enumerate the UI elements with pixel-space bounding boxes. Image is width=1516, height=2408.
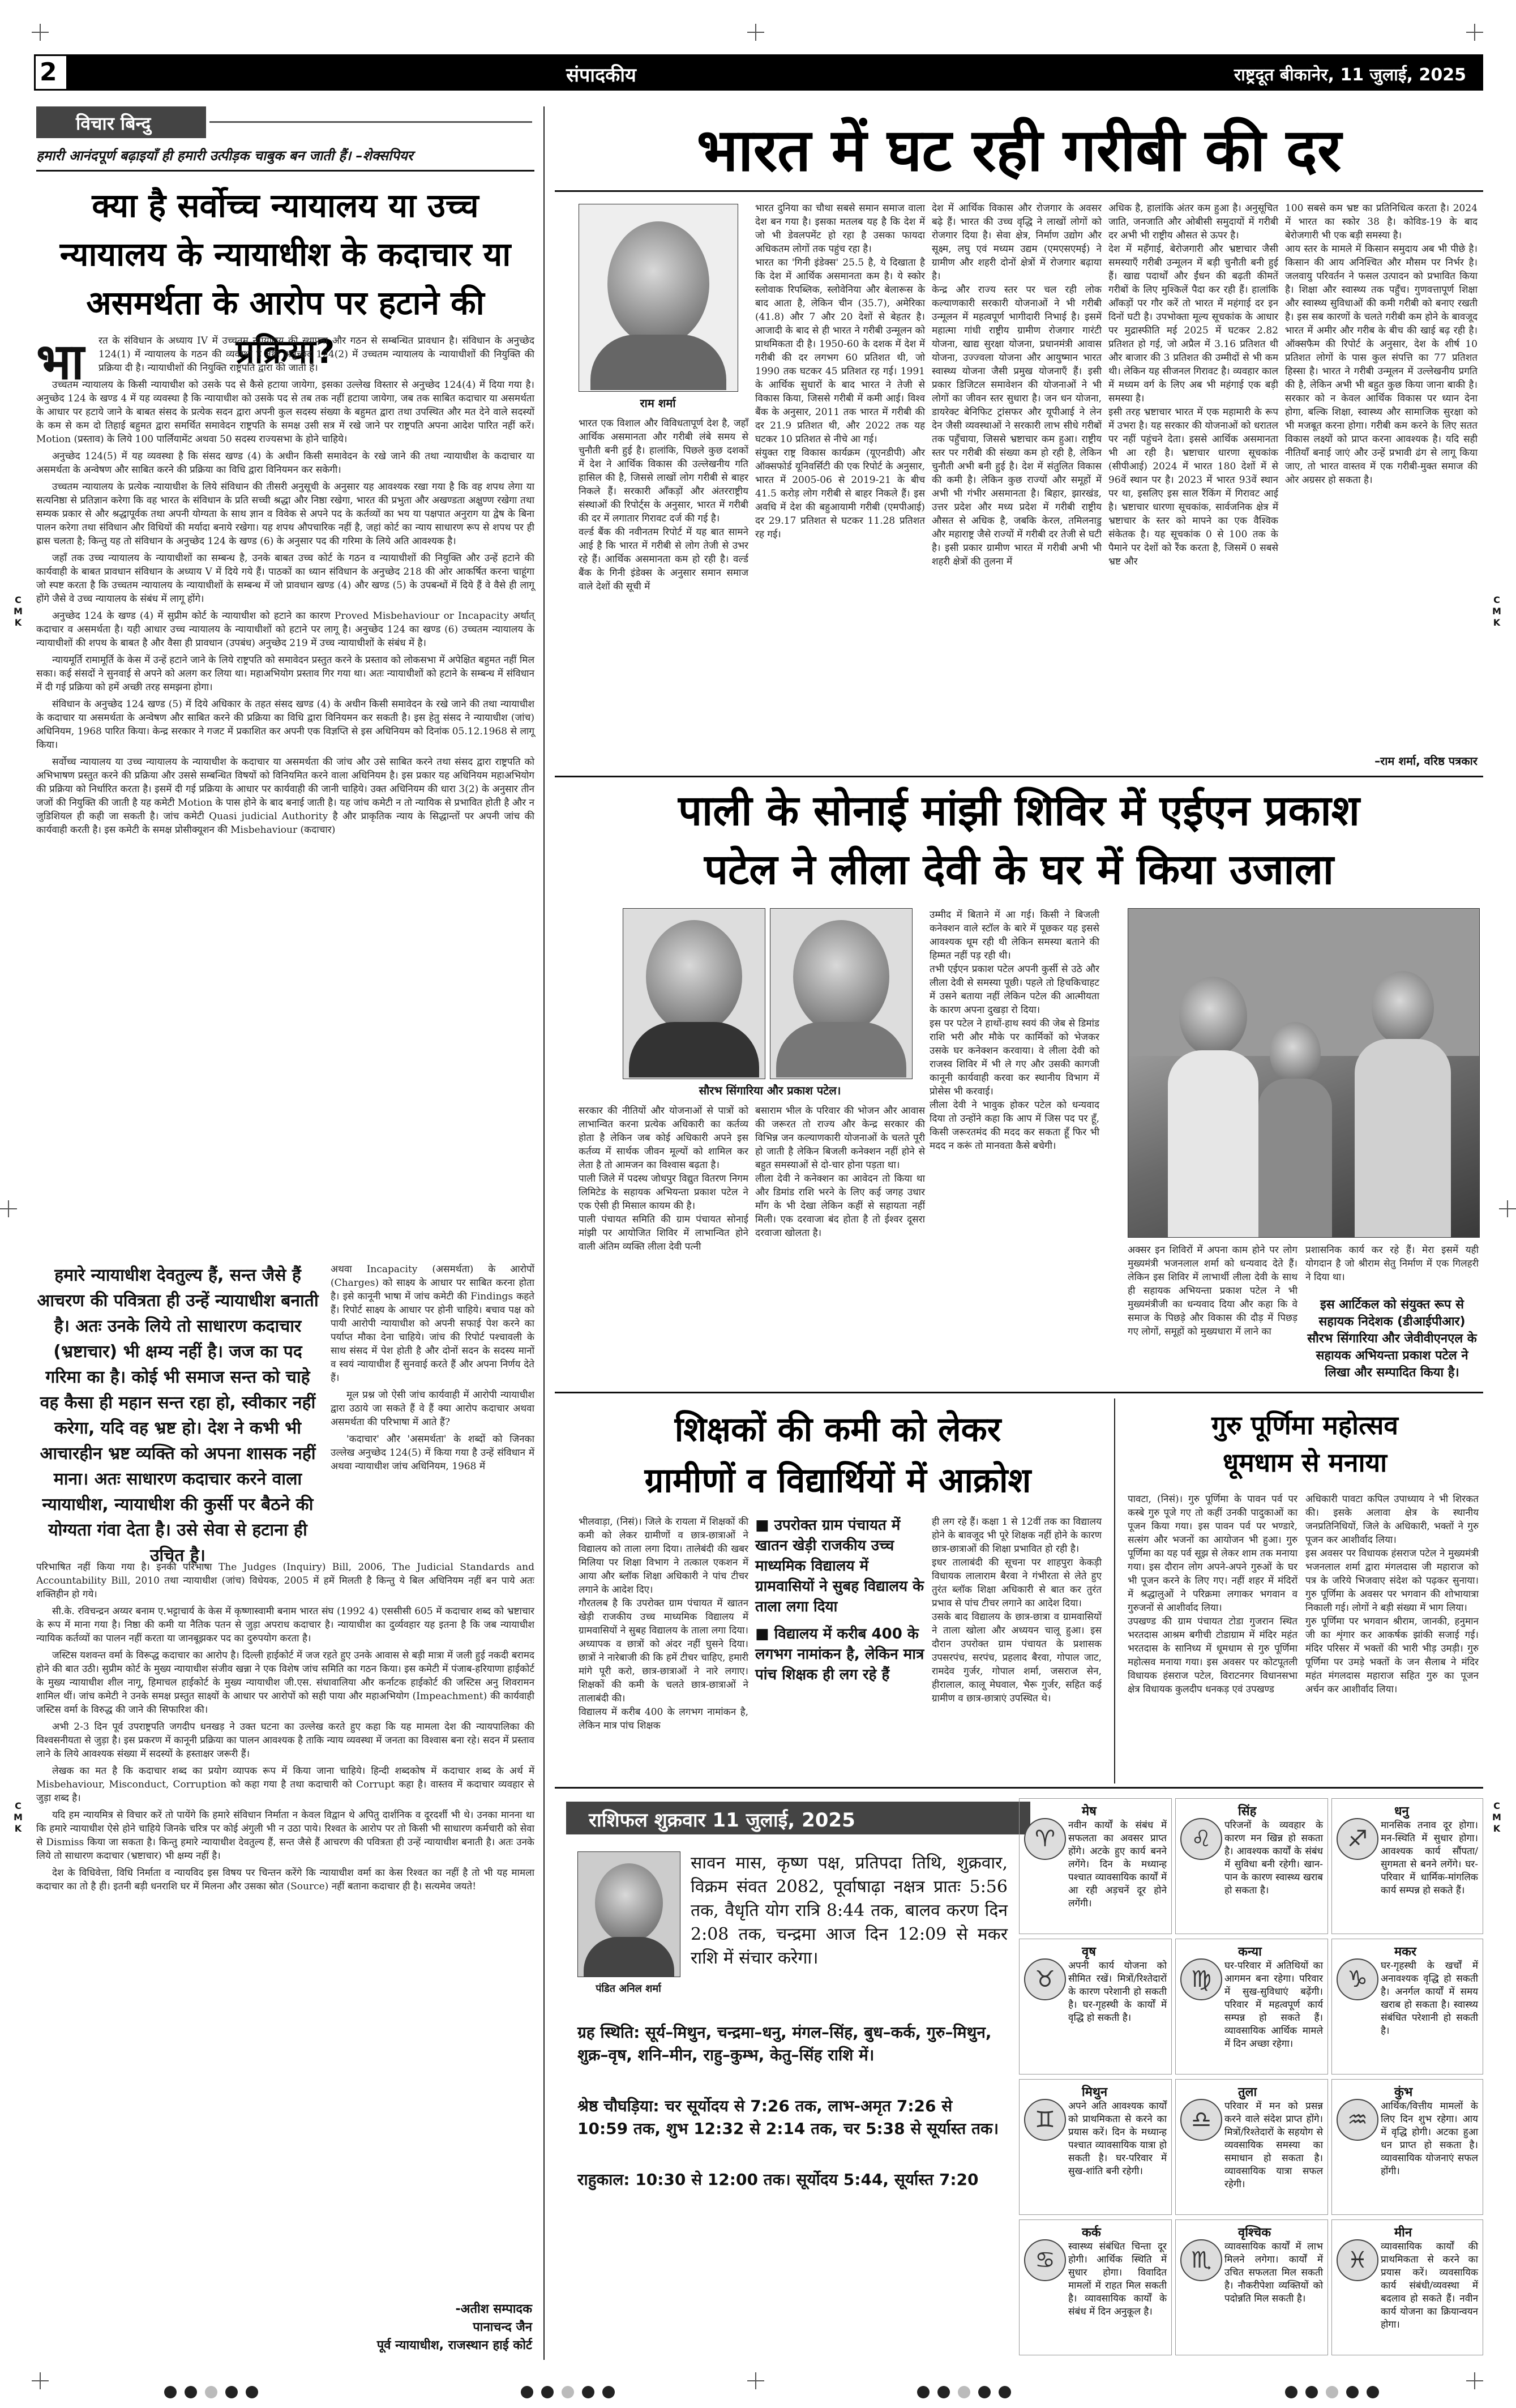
page-number: 2 <box>40 58 57 87</box>
rashi-vrishchik: वृश्चिक ♏ व्यावसायिक कार्यों में लाभ मिलने लगेगा। कार्यों में उचित सफलता मिल सकती है। नौकरीपेशा व्यक्तियों को पदोन्नति मिल सकती है। <box>1175 2219 1328 2355</box>
panchang: सावन मास, कृष्ण पक्ष, प्रतिपदा तिथि, शुक्रवार, विक्रम संवत 2082, पूर्वाषाढ़ा नक्षत्र प्रातः 5:56 तक, वैधृति योग रात्रि 8:44 तक, बालव करण दिन 2:08 तक, चन्द्रमा आज दिन 12:09 से मकर राशि में संचार करेगा। <box>691 1853 1008 1968</box>
section-name: संपादकीय <box>566 64 636 87</box>
rule <box>555 190 1483 192</box>
paragraph: रत के संविधान के अध्याय IV में उच्चतम न्यायालय की स्थापना और गठन से सम्बन्धित प्रावधान है। संविधान के अनुच्छेद 124(1) में न्यायालय के गठन की व्यवस्था है तथा अनुच्छेद 124(2) में उच्चतम न्यायालय के न्यायाधीशों की नियुक्ति की प्रक्रिया दी है। न्यायाधीशों की नियुक्ति राष्ट्रपति द्वारा की जाती है। <box>99 335 534 374</box>
paragraph: न्यायमूर्ति रामामूर्ति के केस में उन्हें हटाने जाने के लिये राष्ट्रपति को समावेदन प्रस्तुत करने के प्रस्ताव को लोकसभा में अपेक्षित बहुमत नहीं मिल सका। कई संसदों ने सुनवाई से अपने को अलग कर लिया था। महाअभियोग प्रस्ताव गिर गया था। अतः न्यायाधीशों को हटाने के सम्बन्ध में संविधान में दी गई प्रक्रिया को हमें अच्छी तरह समझना होगा। <box>36 655 534 693</box>
paragraph: संविधान के अनुच्छेद 124 खण्ड (5) में दिये अधिकार के तहत संसद खण्ड (4) के अधीन किसी समावेदन के रखे जाने की तथा न्यायाधीश के कदाचार या असमर्थता के अन्वेषण और साबित करने की प्रक्रिया का विधि द्वारा विनियमन कर सकती है। इस हेतु संसद ने न्यायाधीश (जांच) अधिनियम, 1968 पारित किया। केन्द्र सरकार ने गजट में प्रकाशित कर अपनी एक विज्ञप्ति से इस अधिनियम को दिनांक 05.12.1968 से लागू किया। <box>36 699 534 751</box>
column-rule <box>543 106 545 2360</box>
scorpio-icon: ♏ <box>1180 2239 1222 2281</box>
shirt <box>590 335 726 390</box>
paragraph: अनुच्छेद 124 के खण्ड (4) में सुप्रीम कोर्ट के न्यायाधीश को हटाने का कारण Proved Misbehaviour or Incapacity अर्थात् कदाचार व असमर्थता है। यही आधार उच्च न्यायालय के न्यायाधीशों को हटाने पर लागू है। अनुच्छेद 124 का खण्ड (6) उच्चतम न्यायालय के न्यायाधीशों की शपथ के बाबत है और वैसा ही प्रावधान (उपबंध) अनुच्छेद 219 में उच्च न्यायाधीशों के संबंध में है। <box>36 610 534 649</box>
poverty-col: भारत एक विशाल और विविधतापूर्ण देश है, जहाँ आर्थिक असमानता और गरीबी लंबे समय से चुनौती बनी हुई है। हालांकि, पिछले कुछ दशकों में देश ने आर्थिक विकास की उल्लेखनीय गति हासिल की है, जिससे लाखों लोग गरीबी से बाहर निकले हैं। सरकारी आँकड़ों और अंतरराष्ट्रीय संस्थाओं की रिपोर्ट्स के अनुसार, भारत में गरीबी की दर में लगातार गिरावट दर्ज की गई है। वर्ल्ड बैंक की नवीनतम रिपोर्ट में यह बात सामने आई है कि भारत में गरीबी से लोग तेजी से उभर रहे हैं। आर्थिक असमानता कम हो रही है। वर्ल्ड बैंक के गिनी इंडेक्स के अनुसार समान समाज वाले देशों की सूची में <box>579 418 748 592</box>
pali-headline-line1: पाली के सोनाई मांझी शिविर में एईएन प्रकाश <box>678 786 1360 835</box>
paragraph: देश के विधिवेत्ता, विधि निर्माता व न्यायविद इस विषय पर चिन्तन करेंगे कि न्यायाधीश वर्मा का केस रिश्वत का नहीं है तो भी यह मामला कदाचार का तो है ही। इतनी बड़ी धनराशि घर में मिलना और उसका स्रोत (Source) नहीं बताना कदाचार ही है। सत्यमेव जयते! <box>36 1867 534 1892</box>
page-header <box>34 54 1483 91</box>
judges-body-bottom <box>36 1560 534 1897</box>
teachers-col: ही लग रहे हैं। कक्षा 1 से 12वीं तक का विद्यालय होने के बावजूद भी पूरे शिक्षक नहीं होने के कारण छात्र-छात्राओं की शिक्षा प्रभावित हो रही है। इधर तालाबंदी की सूचना पर शाहपुरा केकड़ी विधायक लालाराम बैरवा ने गंभीरता से लेते हुए तुरंत ब्लॉक शिक्षा अधिकारी से बात कर तुरंत प्रभाव से पांच टीचर लगाने का आदेश दिया। उसके बाद विद्यालय के छात्र-छात्रा व ग्रामवासियों ने ताला खोला और अध्ययन चालू हुआ। इस दौरान उपरोक्त ग्राम पंचायत के प्रशासक उपसरपंच, सरपंच, प्रहलाद बैरवा, गोपाल जाट, रामदेव गुर्जर, गोपाल शर्मा, जसराज सेन, हीरालाल, कालू मेघवाल, भैरू गुर्जर, सहित कई ग्रामीण व छात्र-छात्राएं उपस्थित थे। <box>932 1516 1102 1704</box>
vichar-bindu-rule <box>209 121 532 123</box>
pali-note: इस आर्टिकल को संयुक्त रूप से सहायक निदेशक (डीआईपीआर) सौरभ सिंगारिया और जेवीवीएनएल के सहायक अभियन्ता प्रकाश पटेल ने लिखा और सम्पादित किया है। <box>1307 1298 1477 1380</box>
judges-headline: क्या है सर्वोच्च न्यायालय या उच्च न्यायालय के न्यायाधीश के कदाचार या असमर्थता के आरोप पर हटाने की प्रक्रिया? <box>59 186 511 371</box>
crop-mark <box>747 2372 764 2389</box>
registration-dots <box>917 2386 1011 2398</box>
teachers-highlight-box <box>755 1515 925 1764</box>
rashifal-title-bar <box>566 1802 1030 1834</box>
photo-caption: सौरभ सिंगारिया और प्रकाश पटेल। <box>699 1084 841 1097</box>
rashi-mithun: मिथुन ♊ अपने अति आवश्यक कार्यों को प्राथमिकता से करने का प्रयास करें। दिन के मध्यान्ह पश्चात व्यावसायिक यात्रा हो सकती है। घर-परिवार में सुख-शांति बनी रहेगी। <box>1019 2079 1172 2215</box>
guru-col: अधिकारी पावटा कपिल उपाध्याय ने भी शिरकत की। इसके अलावा क्षेत्र के स्थानीय जनप्रतिनिधियों, जिले के अधिकारी, भक्तों ने गुरु पूजन कर आशीर्वाद लिया। इस अवसर पर विधायक हंसराज पटेल ने मुख्यमंत्री भजनलाल शर्मा द्वारा मंगलदास जी महाराज को पत्र के जरिये भिजवाए संदेश को पढ़कर सुनाया। गुरु पूर्णिमा के अवसर पर भगवान की शोभायात्रा निकाली गई। लोगों ने बड़ी संख्या में भाग लिया। गुरु पूर्णिमा पर भगवान श्रीराम, जानकी, हनुमान जी का शृंगार कर आकर्षक झांकी सजाई गई। मंदिर परिसर में भक्तों की भारी भीड़ उमड़ी। गुरु पूर्णिमा पर उमड़े भक्तों के जन सैलाब ने मंदिर महंत मंगलदास महाराज सहित गुरु का पूजन अर्चन कर आशीर्वाद लिया। <box>1305 1494 1479 1695</box>
poverty-headline: भारत में घट रही गरीबी की दर <box>696 116 1342 185</box>
sagittarius-icon: ♐ <box>1337 1818 1378 1860</box>
photo-caption: राम शर्मा <box>640 396 676 410</box>
poverty-col: 100 सबसे कम भ्रष्ट का प्रतिनिधित्व करता है। 2024 में भारत का स्कोर 38 है। कोविड-19 के बाद बेरोजगारी भी एक बड़ी समस्या है। आय स्तर के मामले में किसान समुदाय अब भी पीछे है। किसान की आय अनिश्चित और मौसम पर निर्भर है। जलवायु परिवर्तन ने फसल उत्पादन को प्रभावित किया है। शिक्षा और स्वास्थ्य तक पहुँच। गुणवत्तापूर्ण शिक्षा और स्वास्थ्य सुविधाओं की कमी गरीबी को बनाए रखती है। इस सब कारणों के चलते गरीबी कम होने के बावजूद भारत में अमीर और गरीब के बीच की खाई बढ़ रही है। ऑक्सफैम की रिपोर्ट के अनुसार, देश के शीर्ष 10 प्रतिशत लोगों के पास कुल संपत्ति का 77 प्रतिशत हिस्सा है। भारत ने गरीबी उन्मूलन में उल्लेखनीय प्रगति की है, लेकिन अभी भी बहुत कुछ किया जाना बाकी है। सरकार को न केवल आर्थिक विकास पर ध्यान देना होगा, बल्कि शिक्षा, स्वास्थ्य और सामाजिक सुरक्षा को भी मजबूत करना होगा। गरीबी कम करने के लिए सतत विकास लक्ष्यों को प्राप्त करना आवश्यक है। यदि सही नीतियाँ बनाई जाएं और उन्हें प्रभावी ढंग से लागू किया जाए, तो भारत वास्तव में एक गरीबी-मुक्त समाज की ओर अग्रसर हो सकता है। <box>1285 203 1478 486</box>
rule <box>36 170 534 172</box>
registration-dots <box>164 2386 258 2398</box>
paragraph: उच्चतम न्यायालय के प्रत्येक न्यायाधीश के लिये संविधान की तीसरी अनुसूची के अनुसार यह आवश्यक रखा गया है कि वह शपथ लेगा या सत्यनिष्ठा से प्रतिज्ञान करेगा कि वह भारत के संविधान के प्रति सच्ची श्रद्धा और निष्ठा रखेगा, भारत की प्रभुता और अखण्डता अक्षुण्ण रखेगा तथा सम्यक प्रकार से और श्रद्धापूर्वक तथा अपनी योग्यता के साथ ज्ञान व विवेक से अपने पद के कर्तव्यों का भय या पक्षपात अनुराग या द्वेष के बिना पालन करेगा तथा संविधान और विधियों की मर्यादा बनाये रखेगा। यह शपथ औपचारिक नहीं है, जहां कोर्ट का न्याय साधारण रूप से शपथ पर ही ह्रास चलता है; किन्तु यह तो संविधान के अनुच्छेद 124 के खण्ड (6) के अनुसार पद की गरिमा के लिये अति आवश्यक है। <box>36 481 534 547</box>
crop-mark <box>32 24 49 41</box>
judges-side-column <box>331 1263 534 1477</box>
dateline: राष्ट्रदूत बीकानेर, 11 जुलाई, 2025 <box>1234 65 1466 85</box>
rule <box>555 1392 1483 1393</box>
pisces-icon: ♓ <box>1337 2239 1378 2281</box>
paragraph: 'कदाचार' और 'असमर्थता' के शब्दों को जिनका उल्लेख अनुच्छेद 124(5) में किया गया है उन्हें संविधान में अथवा न्यायाधीश जांच अधिनियम, 1968 में <box>331 1434 534 1472</box>
person <box>1372 971 1434 1045</box>
photo-saurabh <box>623 908 765 1079</box>
paragraph: जहाँ तक उच्च न्यायालय के न्यायाधीशों का सम्बन्ध है, उनके बाबत उच्च कोर्ट के गठन व न्यायाधीशों की नियुक्ति और उन्हें हटाने की कार्यवाही के बाबत प्रावधान संविधान के अध्याय V में दिये गये हैं। पाठकों का ध्यान संविधान के अनुच्छेद 218 की ओर आकर्षित करना चाहूंगा जो स्पष्ट करता है कि उच्चतम न्यायालय के न्यायाधीशों के सम्बन्ध में जो प्रावधान खण्ड (4) और खण्ड (5) के उपबन्धों में दिये हैं वे वैसे ही लागू होंगे जैसे वे उच्च न्यायालय के संबंध में लागू होंगे। <box>36 553 534 605</box>
rashi-meen: मीन ♓ व्यावसायिक कार्यों की प्राथमिकता से करने का प्रयास करें। व्यवसायिक कार्य संबंधी/व्यवस्था में बदलाव हो सकते हैं। नवीन कार्य योजना का क्रियान्वयन होगा। <box>1331 2219 1483 2355</box>
registration-dots <box>1285 2386 1379 2398</box>
column-rule <box>1114 1398 1115 1783</box>
face <box>607 221 709 346</box>
person-body <box>1168 1050 1258 1237</box>
highlight-point: ■ विद्यालय में करीब 400 के लगभग नामांकन है, लेकिन मात्र पांच शिक्षक ही लग रहे हैं <box>755 1626 924 1683</box>
highlight-point: ■ उपरोक्त ग्राम पंचायत में खातन खेड़ी राजकीय उच्च माध्यमिक विद्यालय में ग्रामवासियों ने सुबह विद्यालय के ताला लगा दिया <box>755 1517 924 1615</box>
rule <box>555 1787 1483 1789</box>
pali-col: उम्मीद में बिताने में आ गई। किसी ने बिजली कनेक्शन वाले स्टॉल के बारे में पूछकर यह इससे आवश्यक धूम रही थी लेकिन समस्या बताने की हिम्मत नहीं पड़ रही थी। तभी एईएन प्रकाश पटेल अपनी कुर्सी से उठे और लीला देवी से समस्या पूछी। पहले तो हिचकिचाहट में उसने बताया नहीं लेकिन पटेल की आत्मीयता के कारण अपना दुखड़ा रो दिया। इस पर पटेल ने हाथों-हाथ स्वयं की जेब से डिमांड राशि भरी और मौके पर कार्मिकों को भेजकर उसके घर कनेक्शन करवाया। वे लीला देवी को राजस्व शिविर में भी ले गए और उसकी कागजी कानूनी कार्यवाही करवा कर स्थानीय विभाग में प्रोसेस भी करवाई। लीला देवी ने भावुक होकर पटेल को धन्यवाद दिया तो उन्होंने कहा कि आप में जिस पद पर हूँ, किसी जरूरतमंद की मदद कर सकता हूँ फिर भी मदद न करूं तो मानवता कैसे बचेगी। <box>930 909 1099 1152</box>
rashi-mesh: मेष ♈ नवीन कार्यों के संबंध में सफलता का अवसर प्राप्त होंगे। अटके हुए कार्य बनने लगेंगे। दिन के मध्यान्ह पश्चात व्यावसायिक कार्यों में आ रही अड़चनें दूर होने लगेंगी। <box>1019 1798 1172 1934</box>
crop-mark <box>1466 24 1483 41</box>
paragraph: मूल प्रश्न जो ऐसी जांच कार्यवाही में आरोपी न्यायाधीश द्वारा उठाये जा सकते हैं वे हैं क्या आरोप कदाचार अथवा असमर्थता की परिभाषा में आते हैं? <box>331 1389 534 1428</box>
cancer-icon: ♋ <box>1024 2239 1066 2281</box>
face <box>595 1863 663 1943</box>
pull-quote: हमारे न्यायाधीश देवतुल्य हैं, सन्त जैसे हैं आचरण की पवित्रता ही उन्हें न्यायाधीश बनाती है। अतः उनके लिये तो साधारण कदाचार (भ्रष्टाचार) भी क्षम्य नहीं है। जज का पद गरिमा का है। कोई भी समाज सन्त को चाहे वह कैसा ही महान सन्त रहा हो, स्वीकार नहीं करेगा, यदि वह भ्रष्ट हो। देश ने कभी भी आचारहीन भ्रष्ट व्यक्ति को अपना शासक नहीं माना। अतः साधारण कदाचार करने वाला न्यायाधीश, न्यायाधीश की कुर्सी पर बैठने की योग्यता गंवा देता है। उसे सेवा से हटाना ही उचित है। <box>37 1265 319 1566</box>
capricorn-icon: ♑ <box>1337 1958 1378 2000</box>
poverty-col: देश में आर्थिक विकास और रोजगार के अवसर बढ़े हैं। भारत की उच्च वृद्धि ने लाखों लोगों को रोजगार दिया है। सेवा क्षेत्र, निर्माण उद्योग और सूक्ष्म, लघु एवं मध्यम उद्यम (एमएसएमई) ने ग्रामीण और शहरी दोनों क्षेत्रों में रोजगार बढ़ाया है। केन्द्र और राज्य स्तर पर चल रही लोक कल्याणकारी सरकारी योजनाओं ने भी गरीबी उन्मूलन में महत्वपूर्ण भागीदारी निभाई है। इसमें महात्मा गांधी राष्ट्रीय ग्रामीण रोजगार गारंटी योजना, खाद्य सुरक्षा योजना, प्रधानमंत्री आवास योजना, उज्ज्वला योजना और आयुष्मान भारत स्वास्थ्य योजना जैसी प्रमुख योजनाएँ हैं। इसी प्रकार डिजिटल समावेशन की योजनाओं ने भी लोगों का जीवन स्तर सुधारा है। जन धन योजना, डायरेक्ट बेनिफिट ट्रांसफर और यूपीआई ने लेन देन जैसी व्यवस्थाओं ने सरकारी लाभ सीधे गरीबों तक पहुँचाया, जिससे भ्रष्टाचार कम हुआ। राष्ट्रीय स्तर पर गरीबी की संख्या कम हो रही है, लेकिन चुनौती अभी बनी हुई है। देश में संतुलित विकास की कमी है। लेकिन कुछ राज्यों और समूहों में अभी भी गंभीर असमानता है। बिहार, झारखंड, उत्तर प्रदेश और मध्य प्रदेश में गरीबी राष्ट्रीय औसत से अधिक है, जबकि केरल, तमिलनाडु और महाराष्ट्र जैसे राज्यों में गरीबी दर तेजी से घटी है। इसी प्रकार ग्रामीण भारत में गरीबी अभी भी शहरी क्षेत्रों की तुलना में <box>932 203 1102 567</box>
crop-mark <box>747 24 764 41</box>
crop-mark <box>1499 1200 1516 1217</box>
taurus-icon: ♉ <box>1024 1958 1066 2000</box>
rashifal-title: राशिफल शुक्रवार 11 जुलाई, 2025 <box>589 1809 855 1832</box>
paragraph: परिभाषित नहीं किया गया है। इनकी परिभाषा The Judges (Inquiry) Bill, 2006, The Judicial Standards and Accountability Bill, 2010 तथा न्यायाधीश (जांच) विधेयक, 2005 में हमें मिलती है किन्तु ये बिल अधिनियम नहीं बन पाये अतः शक्तिहीन हो गये। <box>36 1562 534 1600</box>
pali-headline-line2: पटेल ने लीला देवी के घर में किया उजाला <box>704 845 1334 894</box>
cmk-marker: C M K <box>14 1800 23 1834</box>
face <box>793 920 889 1033</box>
cmk-marker: C M K <box>1492 1800 1501 1834</box>
poverty-col: भारत दुनिया का चौथा सबसे समान समाज वाला देश बन गया है। इसका मतलब यह है कि देश में जो भी डेवलपमेंट हो रहा है उसका फायदा अधिकतम लोगों तक पहुंच रहा है। भारत का 'गिनी इंडेक्स' 25.5 है, ये दिखाता है कि देश में आर्थिक असमानता कम है। ये स्कोर स्लोवाक रिपब्लिक, स्लोवेनिया और बेलारूस के बाद आता है, लेकिन चीन (35.7), अमेरिका (41.8) और 7 और 20 देशों से बेहतर है। आजादी के बाद से ही भारत ने गरीबी उन्मूलन को प्राथमिकता दी है। 1950-60 के दशक में देश में गरीबी की दर लगभग 60 प्रतिशत थी, जो 1990 तक घटकर 45 प्रतिशत रह गई। 1991 के आर्थिक सुधारों के बाद भारत ने तेजी से विकास किया, जिससे गरीबी में कमी आई। विश्व बैंक के अनुसार, 2011 तक भारत में गरीबी की दर 21.9 प्रतिशत थी, और 2022 तक यह घटकर 10 प्रतिशत से नीचे आ गई। संयुक्त राष्ट्र विकास कार्यक्रम (यूएनडीपी) और ऑक्सफोर्ड यूनिवर्सिटी की एक रिपोर्ट के अनुसार, भारत में 2005-06 से 2019-21 के बीच 41.5 करोड़ लोग गरीबी से बाहर निकले हैं। इस अवधि में देश की बहुआयामी गरीबी (एमपीआई) दर 29.17 प्रतिशत से घटकर 11.28 प्रतिशत रह गई। <box>755 203 925 540</box>
libra-icon: ♎ <box>1180 2099 1222 2141</box>
graha-sthiti: ग्रह स्थिति: सूर्य–मिथुन, चन्द्रमा–धनु, मंगल–सिंह, बुध–कर्क, गुरु–मिथुन, शुक्र–वृष, शनि–मीन, राहु–कुम्भ, केतु–सिंह राशि में। <box>577 2023 992 2064</box>
paragraph: उच्चतम न्यायालय के किसी न्यायाधीश को उसके पद से कैसे हटाया जायेगा, इसका उल्लेख विस्तार से अनुच्छेद 124(4) में दिया गया है। अनुच्छेद 124 के खण्ड 4 में यह व्यवस्था है कि न्यायाधीश को उसके पद से तब तक नहीं हटाया जायेगा, जब तक साबित कदाचार या असमर्थता के आधार पर हटाये जाने के बाबत संसद के प्रत्येक सदन द्वारा अपनी कुल सदस्य संख्या के बहुमत द्वारा तथा उपस्थित और मत देने वाले सदस्यों के कम से कम दो तिहाई बहुमत द्वारा समर्थित समावेदन राष्ट्रपति के समक्ष उसी सत्र में रखे जाने पर राष्ट्रपति अपना आदेश पारित नहीं करें। Motion (प्रस्ताव) के लिये 100 पार्लियामेंट अथवा 50 सदस्य राज्यसभा के होने चाहिये। <box>36 379 534 445</box>
rashi-vrish: वृष ♉ अपनी कार्य योजना को सीमित रखें। मित्रों/रिश्तेदारों के कारण परेशानी हो सकती है। घर-गृहस्थी के कार्यों में वृद्धि हो सकती है। <box>1019 1939 1172 2075</box>
teachers-headline-line2: ग्रामीणों व विद्यार्थियों में आक्रोश <box>644 1461 1031 1500</box>
pali-col: अक्सर इन शिविरों में अपना काम होने पर लोग मुख्यमंत्री भजनलाल शर्मा को धन्यवाद देते हैं। लेकिन इस शिविर में लाभार्थी लीला देवी के साथ ही सहायक अभियन्ता प्रकाश पटेल ने भी मुख्यमंत्रीजी का धन्यवाद दिया और कहा कि वे समाज के पिछड़े और विकास की दौड़ में पिछड़ गए लोगों, समूहों को मुख्यधारा में लाने का <box>1128 1244 1297 1337</box>
vichar-quote: हमारी आनंदपूर्ण बढ़ाइयाँ ही हमारी उत्पीड़क चाबुक बन जाती हैं। –शेक्सपियर <box>36 148 413 164</box>
crop-mark <box>32 2372 49 2389</box>
paragraph: अथवा Incapacity (असमर्थता) के आरोपों (Charges) को साक्ष्य के आधार पर साबित करना होता है। इसे कानूनी भाषा में जांच कमेटी की Findings कहते हैं। रिपोर्ट साक्ष्य के आधार पर होनी चाहिये। बचाव पक्ष को पायी आरोपी न्यायाधीश को अपनी सफाई पेश करने का पर्याप्त मौका देना चाहिये। जांच की रिपोर्ट पश्चावली के साथ संसद में पेश होती है और दोनों सदन के सदस्य मानों व स्वयं न्यायाधीश हैं सुनवाई करते हैं और अपना निर्णय देते हैं। <box>331 1264 534 1384</box>
registration-dots <box>521 2386 615 2398</box>
rashi-singh: सिंह ♌ परिजनों के व्यवहार के कारण मन खिन्न हो सकता है। आवश्यक कार्यों के संबंध में सुविधा बनी रहेगी। खान-पान के कारण स्वास्थ्य खराब हो सकता है। <box>1175 1798 1328 1934</box>
photo-prakash <box>770 908 913 1079</box>
rashi-kark: कर्क ♋ स्वास्थ्य संबंधित चिन्ता दूर होगी। आर्थिक स्थिति में सुधार होगा। विवादित मामलों में राहत मिल सकती है। व्यावसायिक कार्यों के संबंध में दिन अनुकूल है। <box>1019 2219 1172 2355</box>
aries-icon: ♈ <box>1024 1818 1066 1860</box>
paragraph: जस्टिस यशवन्त वर्मा के विरूद्ध कदाचार का आरोप है। दिल्ली हाईकोर्ट में जज रहते हुए उनके आवास से बड़ी मात्रा में जली हुई नकदी बरामद होने की बात उठी। सुप्रीम कोर्ट के मुख्य न्यायाधीश संजीव खन्ना ने एक विशेष जांच समिति का गठन किया। इस कमेटी में पंजाब-हरियाणा हाईकोर्ट के मुख्य न्यायाधीश शील नागू, हिमाचल हाईकोर्ट के मुख्य न्यायाधीश जी.एस. संधावालिया और कर्नाटक हाईकोर्ट की जस्टिस अनु शिवरामन शामिल थीं। जांच कमेटी ने उनके समक्ष प्रस्तुत साक्ष्यों के आधार पर आरोपों को सही पाया और महाअभियोग (Impeachment) की कार्यवाही जस्टिस वर्मा के विरुद्ध की जाने की सिफारिश की। <box>36 1650 534 1716</box>
shirt <box>776 1022 906 1077</box>
rashi-tula: तुला ♎ परिवार में मन को प्रसन्न करने वाले संदेश प्राप्त होंगे। मित्रों/रिश्तेदारों के सहयोग से व्यवसायिक समस्या का समाधान हो सकता है। व्यावसायिक यात्रा सफल रहेगी। <box>1175 2079 1328 2215</box>
shirt <box>584 1937 674 1977</box>
rule <box>555 776 1483 777</box>
author-name: -अतीश सम्पादक <box>455 2302 532 2316</box>
virgo-icon: ♍ <box>1180 1958 1222 2000</box>
paragraph: सर्वोच्च न्यायालय या उच्च न्यायालय के न्यायाधीश के कदाचार या असमर्थता की जांच और उसे साबित करने तथा संसद द्वारा राष्ट्रपति को अभिभाषण प्रस्तुत करने की प्रक्रिया और उससे सम्बन्धित विषयों को विनियमित करने वाला अधिनियम है। इस प्रकार यह अधिनियम महाअभियोग की प्रक्रिया को निर्धारित करता है। इसमें दी गई प्रक्रिया के आधार पर कार्यवाही की जानी चाहिये। उक्त अधिनियम की धारा 3(2) के अनुसार तीन जजों की नियुक्ति की जाती है यह कमेटी Motion के पास होने के बाद बनाई जाती है। यह जांच कमेटी न तो न्यायिक से प्रभावित होती है और न जुडिशियल ही कही जा सकती है। जांच कमेटी Quasi judicial Authority है और प्राकृतिक न्याय के सिद्धान्तों पर अपनी जांच की कार्यवाही करती है। इस कमेटी के समक्ष प्रोसीक्यूशन की Misbehaviour (कदाचार) <box>36 756 534 836</box>
crop-mark <box>1466 2372 1483 2389</box>
person-body <box>1258 1079 1332 1237</box>
rashi-makar: मकर ♑ घर-गृहस्थी के खर्चों में अनावश्यक वृद्धि हो सकती है। अनर्गल कार्यों में समय खराब हो सकता है। स्वास्थ्य संबंधित परेशानी हो सकती है। <box>1331 1939 1483 2075</box>
rahukal: राहुकाल: 10:30 से 12:00 तक। सूर्योदय 5:44, सूर्यास्त 7:20 <box>577 2170 979 2189</box>
drop-cap: भा <box>36 332 84 391</box>
vichar-bindu-label: विचार बिन्दु <box>36 106 206 138</box>
shreshth-choghadiya: श्रेष्ठ चौघड़िया: चर सूर्योदय से 7:26 तक, लाभ-अमृत 7:26 से 10:59 तक, शुभ 12:32 से 2:14 तक, चर 5:38 से सूर्यास्त तक। <box>577 2097 999 2138</box>
rashi-dhanu: धनु ♐ मानसिक तनाव दूर होगा। मन-स्थिति में सुधार होगा। आवश्यक कार्य सौंपता/सुगमता से बनने लगेंगे। घर-परिवार में धार्मिक-मांगलिक कार्य सम्पन्न हो सकते हैं। <box>1331 1798 1483 1934</box>
rashi-kumbh: कुंभ ♒ आर्थिक/वित्तीय मामलों के लिए दिन शुभ रहेगा। आय में वृद्धि होगी। अटका हुआ धन प्राप्त हो सकता है। व्यावसायिक योजनाएं सफल होंगी। <box>1331 2079 1483 2215</box>
pali-col: बसाराम भील के परिवार की भोजन और आवास की जरूरत तो राज्य और केन्द्र सरकार की विभिन्न जन कल्याणकारी योजनाओं के चलते पूरी हो जाती है लेकिन बिजली कनेक्शन नहीं होने से बहुत समस्याओं से दो-चार होना पड़ता था। लीला देवी ने कनेक्शन का आवेदन तो किया था और डिमांड राशि भरने के लिए कई जगह उधार माँग के भी देखा लेकिन कहीं से सहायता नहीं मिली। एक दरवाजा बंद होता है तो ईश्वर दूसरा दरवाजा खोलता है। <box>755 1105 925 1239</box>
paragraph: अभी 2-3 दिन पूर्व उपराष्ट्रपति जगदीप धनखड़ ने उक्त घटना का उल्लेख करते हुए कहा कि यह मामला देश की न्यायपालिका की विश्वसनीयता से जुड़ा है। इस प्रकरण में कानूनी प्रक्रिया का पालन आवश्यक है ताकि न्याय व्यवस्था में जनता का विश्वास बना रहे। सदन में प्रस्ताव लाने के लिये आवश्यक संख्या में सदस्यों के हस्ताक्षर जरूरी हैं। <box>36 1721 534 1760</box>
paragraph: सी.के. रविचन्द्रन अय्यर बनाम ए.भट्टाचार्य के केस में कृष्णास्वामी बनाम भारत संघ (1992 4) एससीसी 605 में कदाचार शब्द को भ्रष्टाचार के रूप में माना गया है। निष्ठा की कमी या नैतिक पतन से जुड़ा अपराध कदाचार है। न्यायाधीश का दुर्व्यवहार यह इतना है कि जब न्यायाधीश न्यायिक कर्तव्यों का पालन नहीं करता या जानबूझकर पद का दुरुपयोग करता है। <box>36 1606 534 1644</box>
person <box>1179 977 1247 1056</box>
face <box>646 920 742 1033</box>
author-line: पूर्व न्यायाधीश, राजस्थान हाई कोर्ट <box>376 2338 532 2353</box>
cmk-marker: C M K <box>1492 594 1501 628</box>
guru-headline-line2: धूमधाम से मनाया <box>1222 1447 1387 1478</box>
photo-leela-devi <box>1128 908 1480 1238</box>
poverty-byline: –राम शर्मा, वरिष्ठ पत्रकार <box>1374 754 1478 768</box>
guru-col: पावटा, (निसं)। गुरु पूर्णिमा के पावन पर्व पर कस्बे गुरु पूजे गए तो कहीं उनकी पादुकाओं का पूजन किया गया। इस पावन पर्व पर भण्डारे, सत्संग और भजनों का आयोजन भी हुआ। गुरु पूर्णिमा का यह पर्व सूझ से लेकर शाम तक मनाया गया। इस दौरान लोग अपने-अपने गुरुओं के घर भी पूजन करने के लिए गए। नहीं शहर में मंदिरों में श्रद्धालुओं ने परिक्रमा लगाकर भगवान व गुरुजनों से आशीर्वाद लिया। उपखण्ड की ग्राम पंचायत टोडा गुजरान स्थित भरतदास आश्रम बगीची टोडाग्राम में मंदिर महंत भरतदास के सानिध्य में धूमधाम से गुरु पूर्णिमा महोत्सव मनाया गया। इस अवसर पर कोटपूतली विधायक हंसराज पटेल, विराटनगर विधानसभा क्षेत्र विधायक कुलदीप धनकड़ एवं उपखण्ड <box>1128 1494 1297 1695</box>
paragraph: यदि हम न्यायमित्र से विचार करें तो पायेंगे कि हमारे संविधान निर्माता न केवल विद्वान थे अपितु दार्शनिक व दूरदर्शी भी थे। उनका मानना था कि हमारे न्यायाधीश ऐसे होने चाहिये जिनके चरित्र पर कोई अंगुली भी न उठा पाये। रिश्वत के आरोप पर तो किसी भी साधारण कर्मचारी को सेवा से Dismiss किया जा सकता है। किन्तु हमारे न्यायाधीश देवतुल्य हैं, सन्त जैसे हैं आचरण की पवित्रता ही उन्हें न्यायाधीश बनाती है। अतः उनके लिये तो साधारण कदाचार (भ्रष्टाचार) भी क्षम्य नहीं है। <box>36 1810 534 1862</box>
author-photo <box>579 204 738 392</box>
shirt <box>629 1022 759 1077</box>
author-line: पानाचन्द जैन <box>473 2320 532 2334</box>
aquarius-icon: ♒ <box>1337 2099 1378 2141</box>
cmk-marker: C M K <box>14 594 23 628</box>
person-body <box>1355 1039 1451 1237</box>
teachers-headline-line1: शिक्षकों की कमी को लेकर <box>674 1410 1001 1449</box>
judges-body-top <box>36 334 534 840</box>
teachers-col: भीलवाड़ा, (निसं)। जिले के रायला में शिक्षकों की कमी को लेकर ग्रामीणों व छात्र-छात्राओं ने विद्यालय को ताला लगा दिया। तालेबंदी की खबर मिलिया पर शिक्षा विभाग ने तत्काल एकशन में आया और ब्लॉक शिक्षा अधिकारी ने पांच टीचर लगाने के आदेश दिए। गौरतलब है कि उपरोक्त ग्राम पंचायत में खातन खेड़ी राजकीय उच्च माध्यमिक विद्यालय में ग्रामवासियों ने सुबह विद्यालय के ताला लगा दिया। अध्यापक व छात्रों को अंदर नहीं घुसने दिया। छात्रों ने नारेबाजी की कि हमें टीचर चाहिए, हमारी मांगे पूरी करो, छात्र-छात्राओं ने नारे लगाए। शिक्षकों की कमी के चलते छात्र-छात्राओं ने तालाबंदी की। विद्यालय में करीब 400 के लगभग नामांकन है, लेकिन मात्र पांच शिक्षक <box>579 1516 748 1731</box>
guru-headline-line1: गुरु पूर्णिमा महोत्सव <box>1211 1410 1398 1440</box>
leo-icon: ♌ <box>1180 1818 1222 1860</box>
crop-mark <box>0 1200 17 1217</box>
pali-col: प्रशासनिक कार्य कर रहे हैं। मेरा इसमें यही योगदान है जो श्रीराम सेतु निर्माण में एक गिलहरी ने दिया था। <box>1305 1244 1479 1283</box>
paragraph: अनुच्छेद 124(5) में यह व्यवस्था है कि संसद खण्ड (4) के अधीन किसी समावेदन के रखे जाने की तथा न्यायाधीश के कदाचार या असमर्थता के अन्वेषण और साबित करने की प्रक्रिया का विधि द्वारा विनियमन कर सकेगी। <box>36 451 534 476</box>
poverty-col: अधिक है, हालांकि अंतर कम हुआ है। अनुसूचित जाति, जनजाति और ओबीसी समुदायों में गरीबी दर अभी भी राष्ट्रीय औसत से ऊपर है। देश में महँगाई, बेरोजगारी और भ्रष्टाचार जैसी समस्याएँ गरीबी उन्मूलन में बड़ी चुनौती बनी हुई हैं। खाद्य पदार्थों और ईंधन की बढ़ती कीमतें गरीबों के लिए मुश्किलें पैदा कर रही हैं। हालांकि आँकड़ों पर गौर करें तो भारत में महंगाई दर इन दिनों घटी है। उपभोक्ता मूल्य सूचकांक के आधार पर मुद्रास्फीति मई 2025 में घटकर 2.82 प्रतिशत हो गई, जो अप्रैल में 3.16 प्रतिशत थी और बाजार की 3 प्रतिशत की उम्मीदों से भी कम थी। लेकिन यह सीजनल गिरावट है। व्यवहार काल में मध्यम वर्ग के लिए अब भी महंगाई एक बड़ी समस्या है। इसी तरह भ्रष्टाचार भारत में एक महामारी के रूप में उभरा है। यह सरकार की योजनाओं को धरातल पर नहीं पहुंचने देता। इससे आर्थिक असमानता भी आ रही है। भ्रष्टाचार धारणा सूचकांक (सीपीआई) 2024 में भारत 180 देशों में से 96वें स्थान पर है। 2023 में भारत 93वें स्थान पर था, इसलिए इस साल रैंकिंग में गिरावट आई है। भ्रष्टाचार धारणा सूचकांक, सार्वजनिक क्षेत्र में भ्रष्टाचार के स्तर को मापने का एक वैश्विक संकेतक है। यह सूचकांक 0 से 100 तक के पैमाने पर देशों को रैंक करता है, जिसमें 0 सबसे भ्रष्ट और <box>1108 203 1278 567</box>
paragraph: लेखक का मत है कि कदाचार शब्द का प्रयोग व्यापक रूप में किया जाना चाहिये। हिन्दी शब्दकोष में कदाचार शब्द के अर्थ में Misbehaviour, Misconduct, Corruption को कहा गया है तथा कदाचारी को Corrupt कहा है। वास्तव में कदाचार व्यवहार से जुड़ा शब्द है। <box>36 1765 534 1804</box>
pandit-name: पंडित अनिल शर्मा <box>596 1983 661 1995</box>
pandit-photo <box>577 1851 680 1977</box>
gemini-icon: ♊ <box>1024 2099 1066 2141</box>
rashi-kanya: कन्या ♍ घर-परिवार में अतिथियों का आगमन बना रहेगा। परिवार में सुख-सुविधाएं बढ़ेंगी। परिवार में महत्वपूर्ण कार्य सम्पन्न हो सकते हैं। व्यावसायिक आर्थिक मामले में दिन अच्छा रहेगा। <box>1175 1939 1328 2075</box>
pali-col: सरकार की नीतियों और योजनाओं से पात्रों को लाभान्वित करना प्रत्येक अधिकारी का कर्तव्य होता है लेकिन जब कोई अधिकारी अपने इस कर्तव्य में सार्थक जीवन मूल्यों को शामिल कर लेता है तो आमजन का विश्वास बढ़ता है। पाली जिले में पदस्थ जोधपुर विद्युत वितरण निगम लिमिटेड के सहायक अभियन्ता प्रकाश पटेल ने एक ऐसी ही मिसाल कायम की है। पाली पंचायत समिति की ग्राम पंचायत सोनाई मांझी पर आयोजित शिविर में लाभान्वित होने वाली अंतिम व्यक्ति लीला देवी पत्नी <box>579 1105 748 1252</box>
person <box>1270 1022 1321 1084</box>
